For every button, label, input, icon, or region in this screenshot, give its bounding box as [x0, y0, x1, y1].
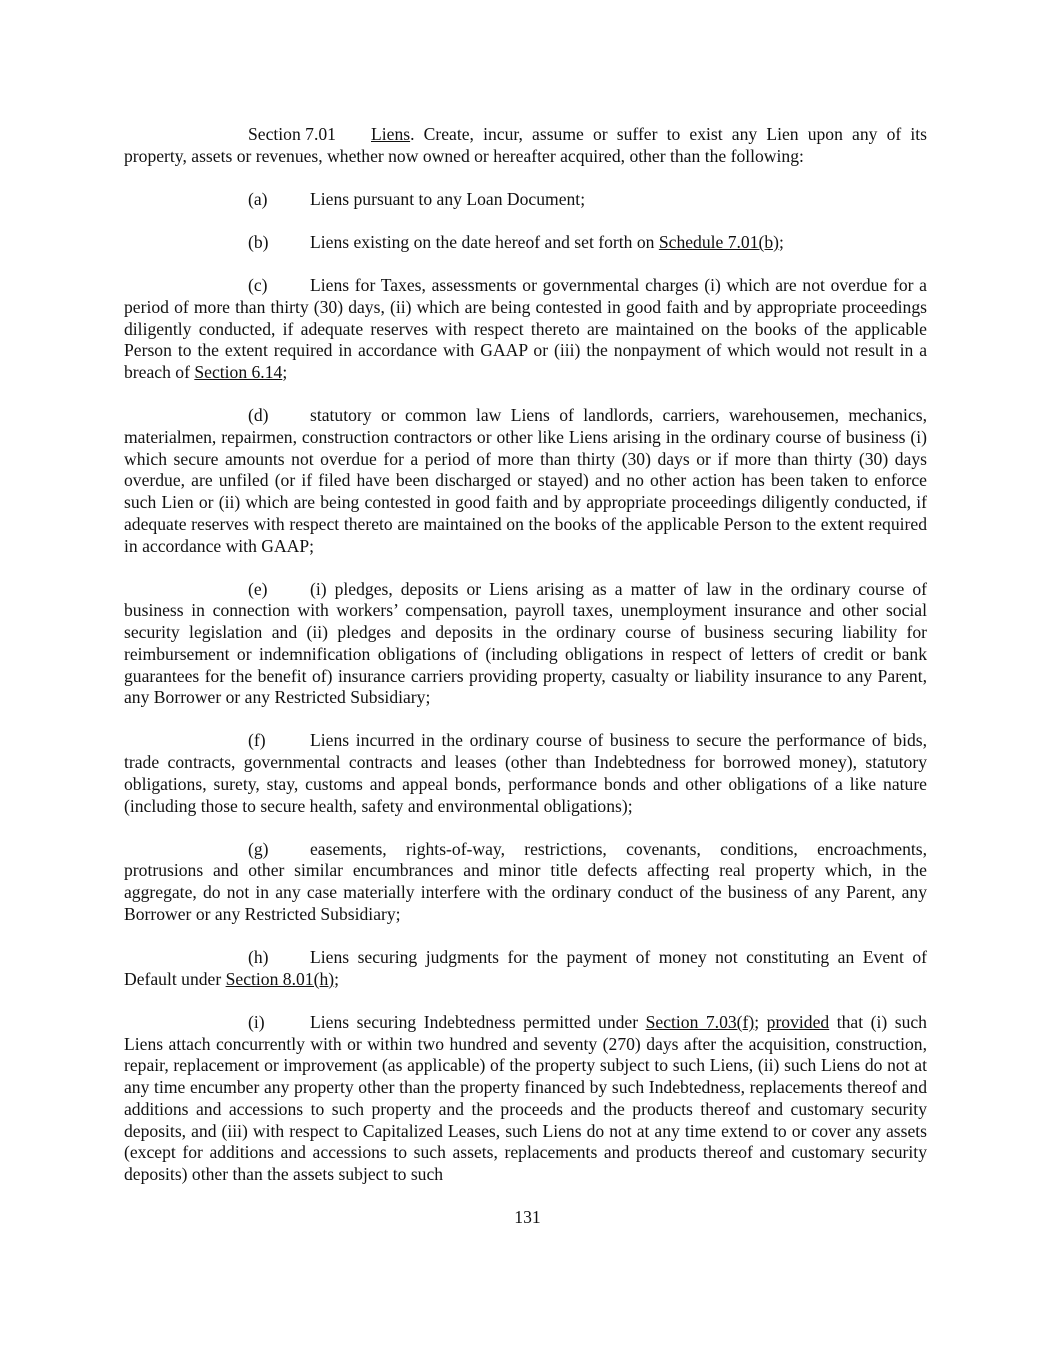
clause-tag: (c) [248, 275, 268, 296]
clause-tag: (g) [248, 838, 269, 859]
section-reference: Section 7.03(f) [645, 1012, 755, 1032]
clause-text-mid: ; [754, 1012, 767, 1032]
section-title: Liens [371, 124, 411, 144]
clause-text: statutory or common law Liens of landlords, carriers, warehousemen, mechanics, materialmen, repairmen, construction contractors or other like Liens arising in the ordinary course of business (i) which secure amounts not overdue for a period of more than thirty (30) days or if more than thirty (30) days overdue, are unfiled (or if filed have been discharged or stayed) and no other action has been taken to enforce such Lien or (ii) which are being contested in good faith and by appropriate proceedings diligently conducted, if adequate reserves with respect thereto are maintained on the books of the applicable Person to the extent required in accordance with GAAP; [124, 405, 927, 556]
clause-text: Liens incurred in the ordinary course of business to secure the performance of bids, trade contracts, governmental contracts and leases (other than Indebtedness for borrowed money), statutory obligations, surety, stay, customs and appeal bonds, performance bonds and other obligations of a like nature (including those to secure health, safety and environmental obligations); [124, 730, 927, 816]
document-body [124, 124, 927, 1186]
clause-text-end: ; [779, 232, 784, 253]
clause-text: easements, rights-of-way, restrictions, covenants, conditions, encroachments, protrusions and other similar encumbrances and minor title defects affecting real property which, in the aggregate, do not in any case materially interfere with the ordinary conduct of the business of any Parent, any Borrower or any Restricted Subsidiary; [124, 838, 927, 924]
clause-i [124, 1012, 927, 1186]
clause-c [124, 275, 927, 384]
clause-d [124, 405, 927, 557]
clause-tag: (a) [248, 188, 268, 209]
clause-text: Liens for Taxes, assessments or governmental charges (i) which are not overdue for a period of more than thirty (30) days, (ii) which are being contested in good faith and by appropriate proceedings diligently conducted, if adequate reserves with respect thereto are maintained on the books of the applicable Person to the extent required in accordance with GAAP or (iii) the nonpayment of which would not result in a breach of [124, 275, 927, 383]
clause-g [124, 839, 927, 926]
clause-tag: (i) [248, 1012, 265, 1032]
clause-tag: (b) [248, 232, 269, 253]
clause-a [124, 189, 927, 211]
proviso-term: provided [766, 1012, 830, 1032]
clause-text-end: ; [282, 362, 288, 383]
clause-h [124, 947, 927, 990]
clause-text-end: that (i) such Liens attach concurrently with or within two hundred and seventy (270) days after the acquisition, construction, repair, replacement or improvement (as applicable) of the property subject to such Liens, (ii) such Liens do not at any time encumber any property other than the property financed by such Indebtedness, replacements thereof and additions and accessions to such property and the proceeds and the products thereof and customary security deposits, and (iii) with respect to Capitalized Leases, such Liens do not at any time extend to or cover any assets (except for additions and accessions to such assets, replacements and products thereof and customary security deposits) other than the assets subject to such [124, 1012, 927, 1184]
section-reference: Section 8.01(h) [225, 968, 335, 989]
section-number: Section 7.01 [248, 124, 336, 144]
section-reference: Section 6.14 [194, 362, 283, 383]
page-number: 131 [514, 1207, 541, 1227]
clause-f [124, 730, 927, 817]
clause-text: Liens existing on the date hereof and set forth on [310, 232, 659, 253]
clause-text: Liens pursuant to any Loan Document; [310, 188, 586, 209]
clause-tag: (d) [248, 405, 269, 426]
clause-b [124, 232, 927, 254]
clause-tag: (f) [248, 730, 266, 751]
clause-text-end: ; [334, 968, 339, 989]
schedule-reference: Schedule 7.01(b) [658, 232, 780, 253]
clause-e [124, 579, 927, 709]
clause-text: Liens securing judgments for the payment of money not constituting an Event of Default under [124, 947, 927, 989]
clause-text: Liens securing Indebtedness permitted under [310, 1012, 646, 1032]
clause-tag: (h) [248, 947, 269, 968]
section-7-01-intro [124, 124, 927, 167]
clause-tag: (e) [248, 578, 268, 599]
clause-text: (i) pledges, deposits or Liens arising as a matter of law in the ordinary course of business in connection with workers’ compensation, payroll taxes, unemployment insurance and other social security legislation and (ii) pledges and deposits in the ordinary course of business securing liability for reimbursement or indemnification obligations of (including obligations in respect of letters of credit or bank guarantees for the benefit of) insurance carriers providing property, casualty or liability insurance to any Parent, any Borrower or any Restricted Subsidiary; [124, 578, 927, 708]
section-intro-text: . Create, incur, assume or suffer to exist any Lien upon any of its property, assets or revenues, whether now owned or hereafter acquired, other than the following: [124, 124, 927, 166]
